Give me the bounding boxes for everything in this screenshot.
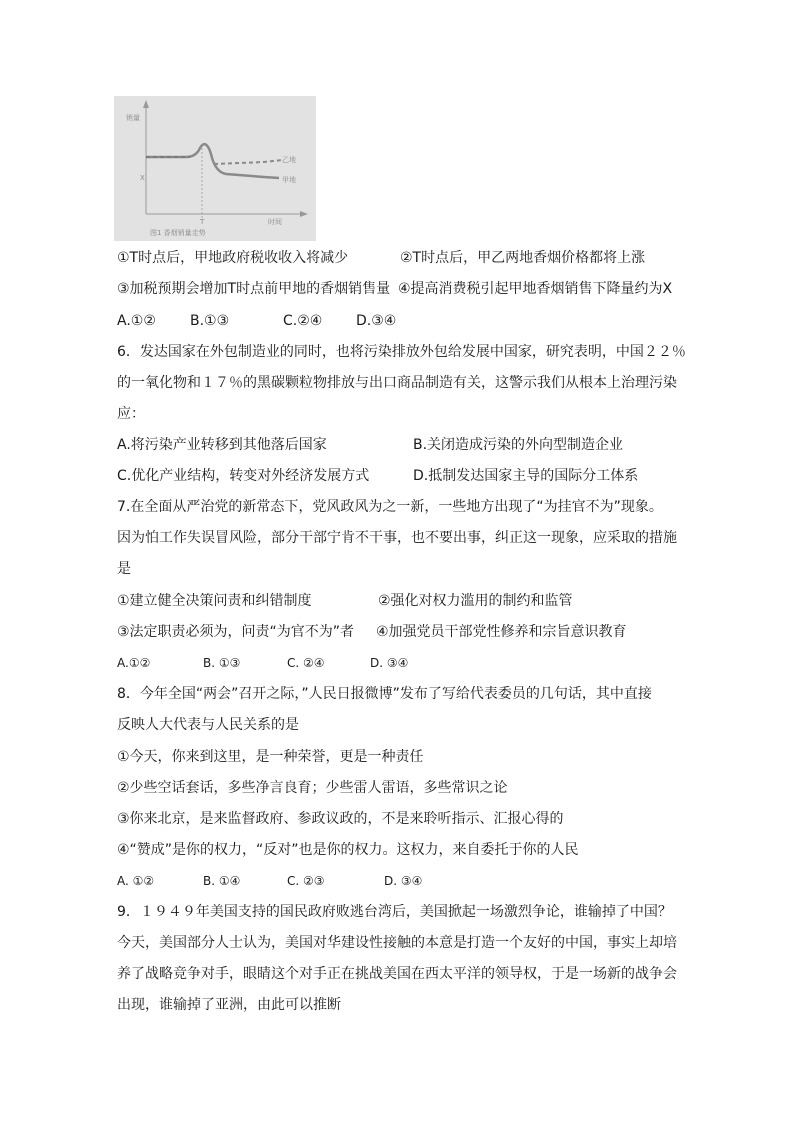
q8-answer-d: D. ③④ [384, 874, 423, 888]
q5-option-1: ①T时点后，甲地政府税收收入将减少 [117, 250, 349, 266]
q9-stem-line-1: 9．１９４９年美国支持的国民政府败逃台湾后，美国掀起一场激烈争论，谁输掉了中国？ [117, 904, 672, 920]
q8-option-2: ②少些空话套话，多些净言良育；少些雷人雷语，多些常识之论 [117, 780, 508, 796]
q8-option-4: ④“赞成”是你的权力，“反对”也是你的权力。这权力，来自委托于你的人民 [117, 842, 579, 858]
q5-answer-d: D.③④ [356, 313, 397, 329]
q7-answer-c: C. ②④ [287, 656, 325, 670]
q7-option-4: ④加强党员干部党性修养和宗旨意识教育 [376, 624, 627, 640]
q5-option-2: ②T时点后，甲乙两地香烟价格都将上涨 [400, 250, 646, 266]
q7-answer-a: A.①② [117, 656, 151, 670]
sales-trend-figure [114, 96, 316, 241]
y-axis-label: 销量 [126, 114, 140, 122]
q7-answer-d: D. ③④ [370, 656, 409, 670]
q9-stem-line-2: 今天，美国部分人士认为，美国对华建设性接触的本意是打造一个友好的中国，事实上却培 [117, 935, 677, 951]
q7-stem-line-3: 是 [117, 561, 131, 577]
q6-stem-line-2: 的一氧化物和１７％的黑碳颗粒物排放与出口商品制造有关，这警示我们从根本上治理污染 [117, 375, 677, 391]
q8-option-1: ①今天，你来到这里，是一种荣誉，更是一种责任 [117, 749, 424, 765]
q7-option-3: ③法定职责必须为，问责“为官不为”者 [117, 624, 355, 640]
q8-answer-a: A. ①② [117, 874, 155, 888]
q8-answer-c: C. ②③ [287, 874, 325, 888]
q7-option-1: ①建立健全决策问责和纠错制度 [117, 593, 312, 609]
q6-stem-line-1: 6．发达国家在外包制造业的同时，也将污染排放外包给发展中国家，研究表明，中国２２％ [117, 344, 686, 360]
q6-option-d: D.抵制发达国家主导的国际分工体系 [413, 468, 639, 484]
series-yi-label: 乙地 [282, 156, 296, 164]
q9-stem-line-4: 出现，谁输掉了亚洲，由此可以推断 [117, 997, 341, 1013]
q7-stem-line-2: 因为怕工作失误冒风险，部分干部宁肯不干事，也不要出事，纠正这一现象，应采取的措施 [117, 530, 677, 546]
q6-option-b: B.关闭造成污染的外向型制造企业 [413, 437, 624, 453]
q5-answer-c: C.②④ [283, 313, 323, 329]
q6-option-c: C.优化产业结构，转变对外经济发展方式 [117, 468, 370, 484]
y-tick-x-label: X [140, 174, 145, 182]
series-jia-line [146, 144, 279, 178]
sales-trend-chart [114, 96, 316, 241]
q7-option-2: ②强化对权力滥用的制约和监管 [378, 593, 573, 609]
q8-option-3: ③你来北京，是来监督政府、参政议政的，不是来聆听指示、汇报心得的 [117, 811, 564, 827]
q8-answer-b: B. ①④ [203, 874, 241, 888]
series-jia-label: 甲地 [282, 176, 296, 184]
q5-answer-b: B.①③ [190, 313, 230, 329]
q5-option-4: ④提高消费税引起甲地香烟销售下降量约为X [398, 281, 673, 297]
q8-stem-line-1: 8．今年全国“两会”召开之际，”人民日报微博”发布了写给代表委员的几句话，其中直接 [117, 686, 652, 702]
figure-caption: 图1 香烟销量走势 [150, 229, 206, 237]
t-label: T [200, 218, 205, 226]
q7-stem-line-1: 7.在全面从严治党的新常态下，党风政风为之一新，一些地方出现了“为挂官不为”现象。 [117, 499, 663, 515]
q8-stem-line-2: 反映人大代表与人民关系的是 [117, 717, 299, 733]
x-axis-label: 时间 [268, 218, 282, 226]
q5-option-3: ③加税预期会增加T时点前甲地的香烟销售量 [117, 281, 391, 297]
q7-answer-b: B. ①③ [203, 656, 241, 670]
q6-option-a: A.将污染产业转移到其他落后国家 [117, 437, 327, 453]
series-yi-line-after [214, 160, 282, 164]
q6-stem-line-3: 应： [117, 406, 145, 422]
q9-stem-line-3: 养了战略竞争对手，眼睛这个对手正在挑战美国在西太平洋的领导权，于是一场新的战争会 [117, 966, 677, 982]
q5-answer-a: A.①② [117, 313, 156, 329]
